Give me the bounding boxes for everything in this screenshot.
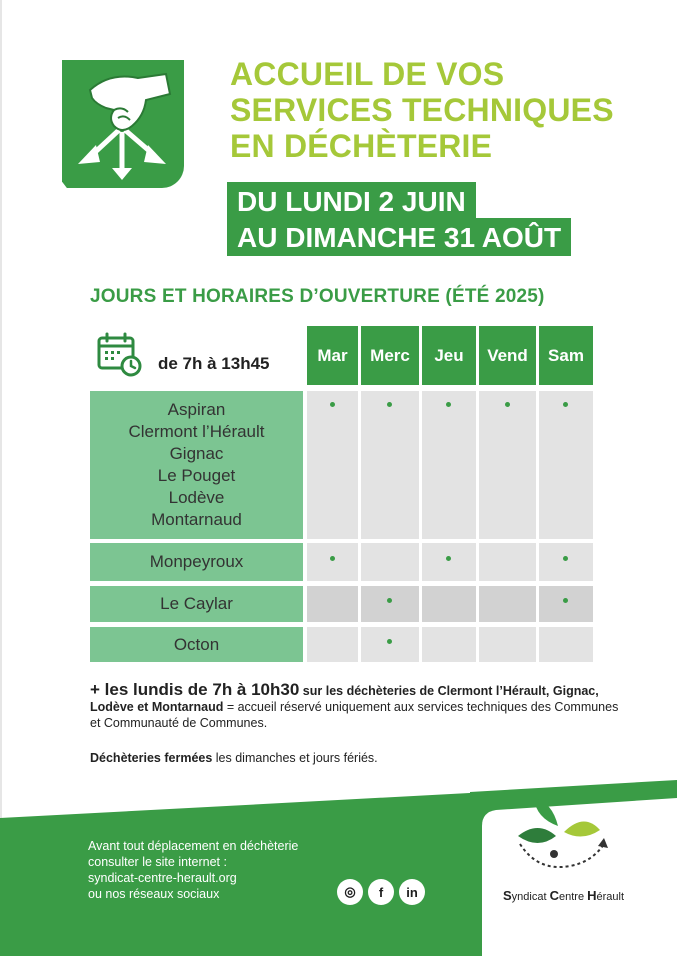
facebook-icon[interactable]: f xyxy=(368,879,394,905)
org-name xyxy=(503,888,624,903)
site-name: Lodève xyxy=(168,488,225,507)
section-title: JOURS ET HORAIRES D’OUVERTURE (ÉTÉ 2025) xyxy=(90,286,545,307)
monday-hours: 7h à 10h30 xyxy=(212,680,300,699)
org-word-centre: entre xyxy=(558,891,588,903)
day-header-jeu: Jeu xyxy=(422,326,476,385)
org-initial-c: C xyxy=(549,888,559,903)
day-header-vend: Vend xyxy=(479,326,536,385)
closed-rest: les dimanches et jours fériés. xyxy=(212,751,378,765)
instagram-icon[interactable]: ◎ xyxy=(337,879,363,905)
site-name: Le Caylar xyxy=(160,594,233,613)
site-name: Octon xyxy=(173,634,220,654)
date-line-start: DU LUNDI 2 JUIN xyxy=(227,182,476,220)
monday-sites: sur les déchèteries de Clermont l’Hérault, Gignac, Lodève et Montarnaud xyxy=(90,684,599,714)
org-word-syndicat: yndicat xyxy=(511,891,550,903)
org-initial-h: H xyxy=(587,888,597,903)
title-line: EN DÉCHÈTERIE xyxy=(230,128,493,164)
org-word-herault: érault xyxy=(596,891,625,903)
site-name: Monpeyroux xyxy=(149,552,244,571)
contact-line: consulter le site internet : xyxy=(88,855,227,869)
contact-line: Avant tout déplacement en déchèterie xyxy=(88,839,299,853)
title-line: ACCUEIL DE VOS xyxy=(230,56,505,92)
contact-line: ou nos réseaux sociaux xyxy=(88,887,220,901)
syndicat-logo-icon xyxy=(508,792,618,882)
site-name: Montarnaud xyxy=(151,510,242,529)
linkedin-icon[interactable]: in xyxy=(399,879,425,905)
title-line: SERVICES TECHNIQUES xyxy=(230,92,614,128)
closed-bold: Déchèteries fermées xyxy=(90,751,213,765)
monday-prefix: + les lundis de xyxy=(90,680,213,699)
monday-desc: = accueil réservé uniquement aux services techniques des Communes et Communauté de Communes. xyxy=(90,700,619,730)
site-name: Aspiran xyxy=(167,400,226,419)
day-header-mar: Mar xyxy=(307,326,358,385)
day-header-merc: Merc xyxy=(361,326,419,385)
site-name: Clermont l’Hérault xyxy=(128,422,265,441)
org-initial-s: S xyxy=(503,888,512,903)
website-link[interactable]: syndicat-centre-herault.org xyxy=(88,871,237,885)
contact-info xyxy=(88,838,298,902)
site-name: Le Pouget xyxy=(157,466,236,485)
opening-hours: de 7h à 13h45 xyxy=(158,354,270,373)
date-line-end: AU DIMANCHE 31 AOÛT xyxy=(227,218,571,256)
site-name: Gignac xyxy=(169,444,224,463)
day-header-sam: Sam xyxy=(539,326,593,385)
